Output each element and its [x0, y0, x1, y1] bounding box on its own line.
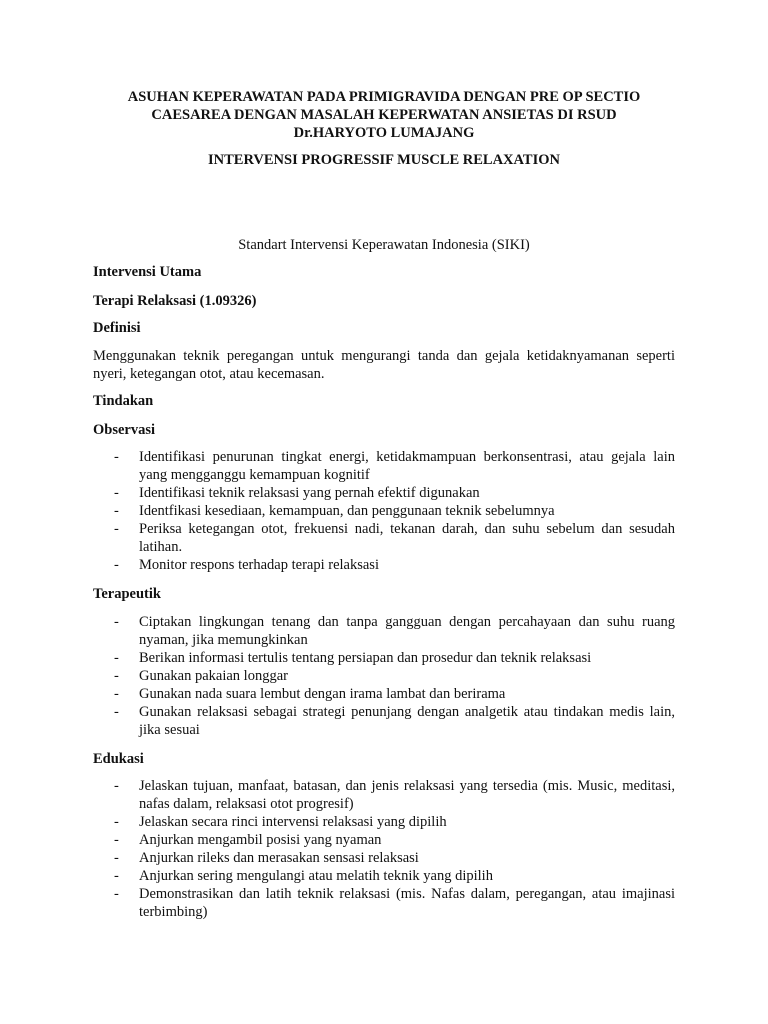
list-item-text: Identfikasi kesediaan, kemampuan, dan penggunaan teknik sebelumnya [139, 503, 555, 519]
bullet-dash: - [114, 850, 119, 866]
bullet-dash: - [114, 868, 119, 884]
list-item-text: Identifikasi teknik relaksasi yang pernah efektif digunakan [139, 485, 480, 501]
list-item-text: Gunakan pakaian longgar [139, 668, 288, 684]
heading-tindakan: Tindakan [93, 393, 154, 409]
heading-edukasi: Edukasi [93, 751, 144, 767]
standard-reference: Standart Intervensi Keperawatan Indonesia (SIKI) [238, 237, 530, 253]
definisi-text: Menggunakan teknik peregangan untuk mengurangi tanda dan gejala ketidaknyamanan seperti nyeri, ketegangan otot, atau kecemasan. [93, 348, 675, 382]
list-item-text: Jelaskan tujuan, manfaat, batasan, dan jenis relaksasi yang tersedia (mis. Music, meditasi, nafas dalam, relaksasi otot progresif) [139, 778, 675, 812]
list-item-text: Gunakan relaksasi sebagai strategi penunjang dengan analgetik atau tindakan medis lain, jika sesuai [139, 704, 675, 738]
bullet-dash: - [114, 557, 119, 573]
bullet-dash: - [114, 503, 119, 519]
heading-observasi: Observasi [93, 422, 156, 438]
list-item [0, 520, 675, 556]
bullet-dash: - [114, 704, 119, 720]
list-item-text: Gunakan nada suara lembut dengan irama lambat dan berirama [139, 686, 506, 702]
list-item-text: Periksa ketegangan otot, frekuensi nadi, tekanan darah, dan suhu sebelum dan sesudah latihan. [139, 521, 675, 555]
list-item [0, 849, 675, 867]
bullet-dash: - [114, 449, 119, 465]
bullet-dash: - [114, 521, 119, 537]
bullet-dash: - [114, 832, 119, 848]
list-item-text: Anjurkan rileks dan merasakan sensasi relaksasi [139, 850, 419, 866]
list-item [0, 703, 675, 739]
list-item-text: Anjurkan mengambil posisi yang nyaman [139, 832, 382, 848]
observasi-list [0, 448, 768, 574]
bullet-dash: - [114, 485, 119, 501]
title-line-3: Dr.HARYOTO LUMAJANG [293, 125, 475, 141]
bullet-dash: - [114, 686, 119, 702]
terapeutik-list [0, 613, 768, 739]
title-line-2: CAESAREA DENGAN MASALAH KEPERWATAN ANSIETAS DI RSUD [151, 107, 617, 123]
bullet-dash: - [114, 778, 119, 794]
document-subtitle: INTERVENSI PROGRESSIF MUSCLE RELAXATION [208, 152, 560, 168]
list-item-text: Monitor respons terhadap terapi relaksasi [139, 557, 379, 573]
heading-intervensi-utama: Intervensi Utama [93, 264, 202, 280]
list-item [0, 613, 675, 649]
list-item [0, 448, 675, 484]
bullet-dash: - [114, 886, 119, 902]
heading-terapi-relaksasi: Terapi Relaksasi (1.09326) [93, 293, 257, 309]
list-item [0, 777, 675, 813]
bullet-dash: - [114, 814, 119, 830]
list-item [0, 831, 675, 849]
list-item [0, 867, 675, 885]
bullet-dash: - [114, 614, 119, 630]
heading-terapeutik: Terapeutik [93, 586, 161, 602]
list-item [0, 885, 675, 921]
list-item [0, 502, 675, 520]
list-item-text: Identifikasi penurunan tingkat energi, ketidakmampuan berkonsentrasi, atau gejala lain yang mengganggu kemampuan kognitif [139, 449, 675, 483]
document-title [60, 88, 708, 142]
bullet-dash: - [114, 650, 119, 666]
list-item-text: Berikan informasi tertulis tentang persiapan dan prosedur dan teknik relaksasi [139, 650, 592, 666]
list-item [0, 484, 675, 502]
list-item [0, 685, 675, 703]
list-item [0, 556, 675, 574]
list-item-text: Demonstrasikan dan latih teknik relaksasi (mis. Nafas dalam, peregangan, atau imajinasi terbimbing) [139, 886, 675, 920]
title-line-1: ASUHAN KEPERAWATAN PADA PRIMIGRAVIDA DENGAN PRE OP SECTIO [127, 89, 641, 105]
list-item [0, 649, 675, 667]
edukasi-list [0, 777, 768, 921]
list-item [0, 667, 675, 685]
list-item-text: Jelaskan secara rinci intervensi relaksasi yang dipilih [139, 814, 447, 830]
list-item-text: Anjurkan sering mengulangi atau melatih teknik yang dipilih [139, 868, 493, 884]
list-item [0, 813, 675, 831]
bullet-dash: - [114, 668, 119, 684]
list-item-text: Ciptakan lingkungan tenang dan tanpa gangguan dengan percahayaan dan suhu ruang nyaman, jika memungkinkan [139, 614, 675, 648]
heading-definisi: Definisi [93, 320, 141, 336]
